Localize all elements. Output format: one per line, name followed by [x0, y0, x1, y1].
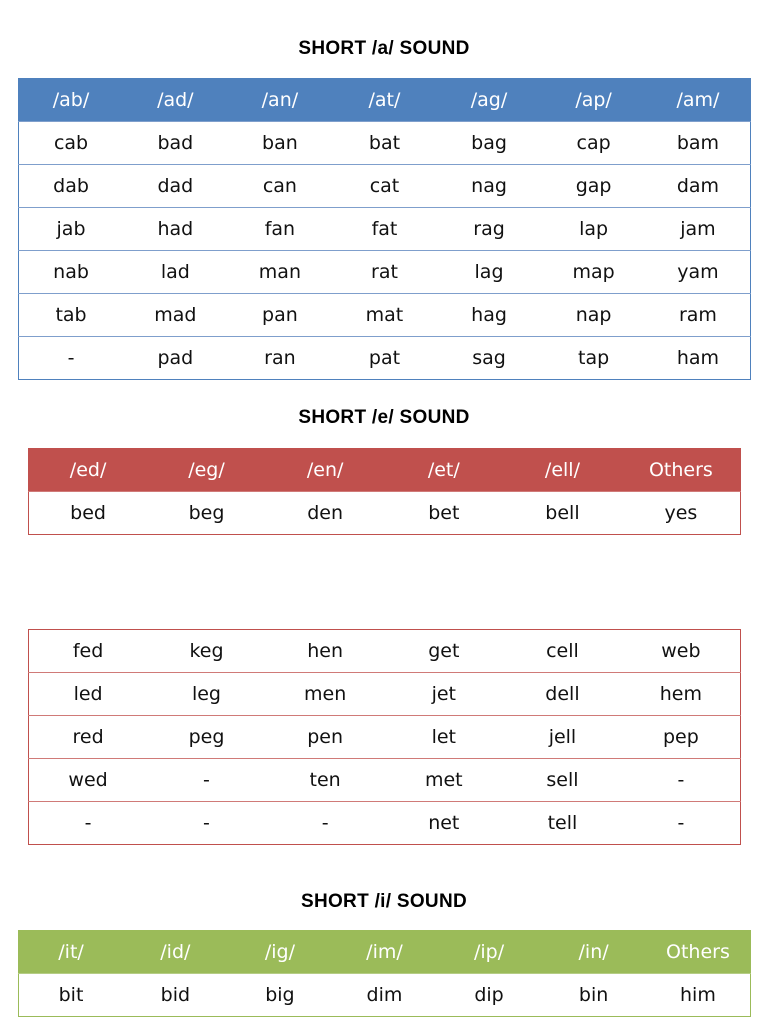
word-cell: sag [437, 337, 542, 380]
header-cell: /an/ [228, 79, 333, 122]
header-cell: Others [622, 449, 741, 492]
header-cell: /ag/ [437, 79, 542, 122]
header-cell: /at/ [332, 79, 437, 122]
word-cell: cell [546, 640, 579, 662]
word-cell: him [646, 974, 751, 1017]
word-cell: dad [123, 165, 228, 208]
word-cell: lag [437, 251, 542, 294]
word-cell: get [428, 640, 460, 662]
header-cell: /ell/ [503, 449, 622, 492]
header-cell: /ip/ [437, 931, 542, 974]
header-cell: /en/ [266, 449, 385, 492]
word-cell: bet [384, 492, 503, 535]
word-cell: - [19, 337, 124, 380]
word-cell: - [29, 802, 148, 845]
word-cell: cap [541, 122, 646, 165]
word-cell: ham [646, 337, 751, 380]
word-cell: can [228, 165, 333, 208]
table-row [19, 122, 751, 165]
header-cell: /im/ [332, 931, 437, 974]
word-cell: den [266, 492, 385, 535]
header-cell: /ed/ [29, 449, 148, 492]
word-cell: big [228, 974, 333, 1017]
word-cell: sell [503, 759, 622, 802]
word-cell: led [29, 673, 148, 716]
word-cell: red [29, 716, 148, 759]
table-row [29, 802, 741, 845]
word-cell: hen [307, 640, 344, 662]
word-cell: - [622, 759, 741, 802]
word-cell: pad [123, 337, 228, 380]
word-cell: ran [228, 337, 333, 380]
word-cell: keg [189, 640, 224, 662]
word-cell: jam [646, 208, 751, 251]
word-cell: bin [541, 974, 646, 1017]
word-cell: ten [266, 759, 385, 802]
word-cell: rag [437, 208, 542, 251]
word-cell: yam [646, 251, 751, 294]
word-cell: dab [19, 165, 124, 208]
word-cell: pat [332, 337, 437, 380]
word-cell: fan [228, 208, 333, 251]
table-row [19, 208, 751, 251]
short-e-table-bottom [28, 629, 741, 845]
short-e-table-top [28, 448, 741, 535]
word-cell: beg [147, 492, 266, 535]
short-a-table [18, 78, 751, 380]
header-cell: /in/ [541, 931, 646, 974]
word-cell: lad [123, 251, 228, 294]
word-cell: leg [147, 673, 266, 716]
header-cell: /ap/ [541, 79, 646, 122]
table-row [19, 337, 751, 380]
short-i-header-row [19, 931, 751, 974]
word-cell: jab [19, 208, 124, 251]
table-row [29, 492, 741, 535]
word-cell: met [384, 759, 503, 802]
word-cell: hag [437, 294, 542, 337]
table-row [19, 294, 751, 337]
header-cell: /am/ [646, 79, 751, 122]
word-cell: let [384, 716, 503, 759]
word-cell: bam [646, 122, 751, 165]
word-cell: bat [332, 122, 437, 165]
word-cell: web [661, 640, 701, 662]
word-cell: cab [19, 122, 124, 165]
word-cell: ban [228, 122, 333, 165]
word-cell: peg [147, 716, 266, 759]
table-row [19, 165, 751, 208]
short-a-title: SHORT /a/ SOUND [298, 38, 470, 59]
word-cell: jell [503, 716, 622, 759]
header-cell: /id/ [123, 931, 228, 974]
word-cell: man [228, 251, 333, 294]
word-cell: - [147, 759, 266, 802]
short-e-header-row [29, 449, 741, 492]
word-cell: gap [541, 165, 646, 208]
word-cell: fed [72, 640, 104, 662]
header-cell: /ab/ [19, 79, 124, 122]
word-cell: net [384, 802, 503, 845]
header-cell: Others [646, 931, 751, 974]
word-cell: fat [332, 208, 437, 251]
word-cell: mad [123, 294, 228, 337]
word-cell: rat [332, 251, 437, 294]
word-cell: bad [123, 122, 228, 165]
word-cell: nap [541, 294, 646, 337]
word-cell: hem [622, 673, 741, 716]
word-cell: dim [332, 974, 437, 1017]
table-row [29, 716, 741, 759]
table-row [29, 759, 741, 802]
word-cell: yes [622, 492, 741, 535]
word-cell: - [622, 802, 741, 845]
word-cell: pep [622, 716, 741, 759]
word-cell: tap [541, 337, 646, 380]
header-cell: /it/ [19, 931, 124, 974]
word-cell: - [147, 802, 266, 845]
word-cell: pen [266, 716, 385, 759]
word-cell: - [266, 802, 385, 845]
word-cell: nag [437, 165, 542, 208]
word-cell: map [541, 251, 646, 294]
short-e-title: SHORT /e/ SOUND [298, 407, 470, 428]
word-cell: bag [437, 122, 542, 165]
word-cell: bed [29, 492, 148, 535]
word-cell: bit [19, 974, 124, 1017]
word-cell: jet [384, 673, 503, 716]
short-i-title: SHORT /i/ SOUND [300, 891, 467, 912]
word-cell: mat [332, 294, 437, 337]
header-cell: /eg/ [147, 449, 266, 492]
header-cell: /ad/ [123, 79, 228, 122]
word-cell: tell [503, 802, 622, 845]
table-row [29, 673, 741, 716]
word-cell: bid [123, 974, 228, 1017]
table-row [19, 974, 751, 1017]
word-cell: dam [646, 165, 751, 208]
short-i-table [18, 930, 751, 1017]
word-cell: nab [19, 251, 124, 294]
word-cell: tab [19, 294, 124, 337]
word-cell: men [266, 673, 385, 716]
word-cell: dell [503, 673, 622, 716]
table-row [29, 630, 741, 673]
table-row [19, 251, 751, 294]
word-cell: bell [503, 492, 622, 535]
word-cell: pan [228, 294, 333, 337]
header-cell: /et/ [384, 449, 503, 492]
word-cell: wed [29, 759, 148, 802]
short-a-header-row [19, 79, 751, 122]
header-cell: /ig/ [228, 931, 333, 974]
word-cell: had [123, 208, 228, 251]
word-cell: dip [437, 974, 542, 1017]
word-cell: ram [646, 294, 751, 337]
word-cell: cat [332, 165, 437, 208]
word-cell: lap [541, 208, 646, 251]
